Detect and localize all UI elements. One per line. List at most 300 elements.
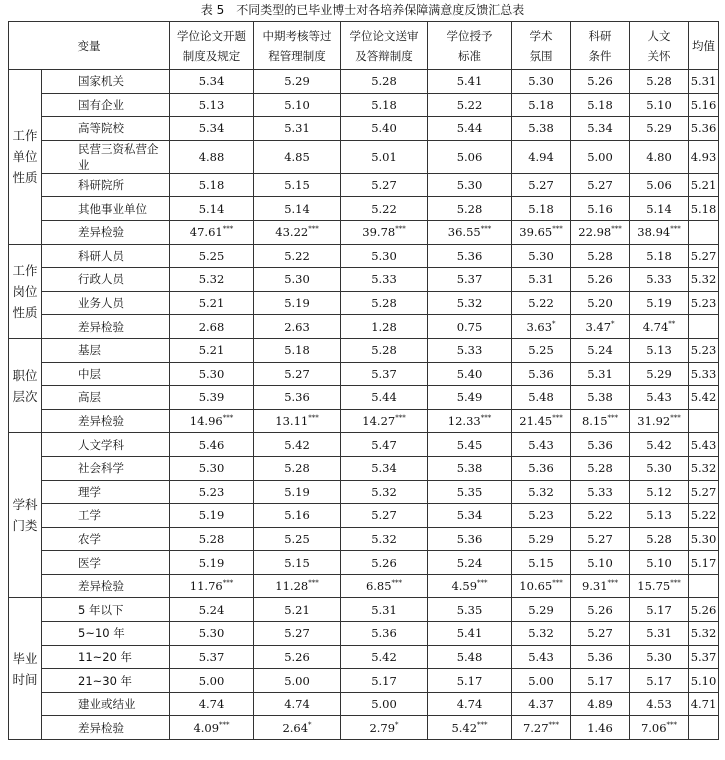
cell-value: 5.31	[646, 626, 672, 641]
cell-value: 5.44	[371, 390, 397, 405]
cell-value: 5.42	[451, 720, 478, 735]
value-cell	[512, 268, 571, 292]
value-cell	[341, 409, 428, 433]
value-cell	[254, 669, 341, 693]
cell-value: 11.76	[189, 579, 223, 594]
cell-value: 43.22	[275, 225, 309, 240]
value-cell	[630, 268, 689, 292]
cell-value: 5.42	[646, 437, 672, 452]
cell-value: 5.37	[198, 649, 225, 664]
value-cell	[341, 692, 428, 716]
cell-value: 5.32	[528, 626, 554, 641]
value-cell	[630, 480, 689, 504]
cell-value: 5.17	[646, 673, 672, 688]
cell-value: 5.27	[587, 626, 613, 641]
value-cell	[341, 574, 428, 598]
value-cell	[512, 386, 571, 410]
cell-value: 5.26	[587, 602, 613, 617]
value-cell	[689, 197, 719, 221]
cell-value: 5.34	[456, 508, 483, 523]
cell-value: 5.36	[456, 248, 483, 263]
cell-value: 4.59	[451, 579, 478, 594]
cell-value: 5.32	[690, 461, 717, 476]
table-row	[9, 433, 719, 457]
significance-mark: ***	[308, 225, 319, 234]
value-cell	[170, 70, 254, 94]
cell-value: 5.27	[690, 248, 717, 263]
value-cell	[254, 456, 341, 480]
cell-value: 5.16	[690, 97, 717, 112]
value-cell	[254, 93, 341, 117]
cell-value: 5.41	[456, 626, 483, 641]
cell-value: 4.74	[642, 319, 669, 334]
value-cell	[428, 338, 512, 362]
cell-value: 5.10	[284, 97, 310, 112]
value-cell	[630, 386, 689, 410]
value-cell	[341, 140, 428, 173]
value-cell	[254, 716, 341, 740]
value-cell	[428, 197, 512, 221]
group-label-line: 层次	[12, 388, 38, 404]
value-cell	[689, 433, 719, 457]
value-cell	[512, 669, 571, 693]
value-cell	[341, 338, 428, 362]
header-variable: 变量	[9, 22, 170, 70]
table-row	[9, 574, 719, 598]
value-cell	[571, 669, 630, 693]
value-cell	[341, 93, 428, 117]
value-cell	[170, 93, 254, 117]
cell-value: 4.88	[198, 149, 225, 164]
cell-value: 5.28	[646, 74, 672, 89]
row-label: 人文学科	[42, 433, 170, 457]
value-cell	[571, 574, 630, 598]
table-row	[9, 197, 719, 221]
cell-value: 5.30	[284, 272, 310, 287]
cell-value: 4.71	[690, 697, 717, 712]
group-label-line: 性质	[12, 304, 38, 320]
value-cell	[630, 551, 689, 575]
value-cell	[630, 315, 689, 339]
header-line: 中期考核等过	[262, 28, 332, 43]
value-cell	[254, 315, 341, 339]
value-cell	[254, 70, 341, 94]
cell-value: 5.31	[528, 272, 554, 287]
cell-value: 47.61	[189, 225, 223, 240]
value-cell	[630, 716, 689, 740]
cell-value: 38.94	[637, 225, 671, 240]
value-cell	[512, 173, 571, 197]
cell-value: 5.29	[528, 602, 554, 617]
value-cell	[428, 551, 512, 575]
value-cell	[254, 197, 341, 221]
table-caption: 表 5 不同类型的已毕业博士对各培养保障满意度反馈汇总表	[200, 3, 525, 17]
value-cell	[428, 409, 512, 433]
group-label	[9, 338, 42, 432]
value-cell	[170, 527, 254, 551]
value-cell	[571, 197, 630, 221]
cell-value: 14.96	[189, 414, 223, 429]
value-cell	[341, 598, 428, 622]
value-cell	[689, 244, 719, 268]
value-cell	[512, 315, 571, 339]
group-label-line: 毕业	[12, 650, 38, 666]
cell-value: 21.45	[519, 414, 553, 429]
header-line: 标准	[458, 48, 481, 63]
cell-value: 5.14	[646, 201, 672, 216]
row-label: 理学	[42, 480, 170, 504]
value-cell	[630, 527, 689, 551]
value-cell	[170, 692, 254, 716]
value-cell	[630, 362, 689, 386]
cell-value: 5.18	[587, 97, 613, 112]
value-cell	[254, 291, 341, 315]
header-line: 学位授予	[446, 28, 493, 43]
cell-value: 5.32	[528, 484, 554, 499]
value-cell	[512, 480, 571, 504]
value-cell	[512, 362, 571, 386]
cell-value: 5.19	[198, 508, 225, 523]
header-col	[254, 22, 341, 70]
cell-value: 5.12	[646, 484, 672, 499]
cell-value: 5.36	[528, 366, 554, 381]
row-label: 5~10 年	[42, 622, 170, 646]
row-label: 国有企业	[42, 93, 170, 117]
header-line: 科研	[588, 28, 612, 43]
value-cell	[689, 140, 719, 173]
table-row	[9, 598, 719, 622]
value-cell	[571, 268, 630, 292]
table-row	[9, 315, 719, 339]
cell-value: 5.24	[456, 555, 483, 570]
header-line: 制度及规定	[182, 48, 241, 63]
cell-value: 4.85	[284, 149, 310, 164]
cell-value: 7.27	[522, 720, 549, 735]
cell-value: 4.37	[528, 697, 554, 712]
row-label: 建业或结业	[42, 692, 170, 716]
value-cell	[254, 622, 341, 646]
value-cell	[512, 433, 571, 457]
significance-mark: ***	[548, 720, 560, 729]
value-cell	[630, 70, 689, 94]
value-cell	[512, 220, 571, 244]
value-cell	[170, 716, 254, 740]
cell-value: 5.30	[198, 461, 225, 476]
value-cell	[689, 456, 719, 480]
cell-value: 5.33	[587, 484, 613, 499]
header-line: 程管理制度	[268, 48, 326, 63]
row-label: 社会科学	[42, 456, 170, 480]
cell-value: 5.28	[371, 343, 397, 358]
cell-value: 5.25	[284, 531, 310, 546]
cell-value: 5.10	[587, 555, 613, 570]
value-cell	[428, 173, 512, 197]
value-cell	[428, 598, 512, 622]
value-cell	[428, 692, 512, 716]
value-cell	[170, 669, 254, 693]
cell-value: 5.28	[371, 74, 397, 89]
value-cell	[428, 622, 512, 646]
cell-value: 11.28	[275, 579, 309, 594]
cell-value: 5.41	[456, 74, 483, 89]
row-label: 国家机关	[42, 70, 170, 94]
value-cell	[689, 70, 719, 94]
value-cell	[571, 386, 630, 410]
header-line: 关怀	[647, 48, 671, 63]
cell-value: 5.00	[528, 673, 554, 688]
cell-value: 5.29	[646, 121, 672, 136]
group-label-line: 工作	[12, 128, 38, 144]
group-label	[9, 598, 42, 740]
table-row	[9, 220, 719, 244]
value-cell	[341, 669, 428, 693]
cell-value: 5.19	[646, 296, 672, 311]
cell-value: 5.38	[456, 461, 483, 476]
cell-value: 1.28	[371, 319, 397, 334]
value-cell	[512, 70, 571, 94]
table-row	[9, 140, 719, 173]
significance-mark: **	[668, 319, 676, 328]
value-cell	[428, 315, 512, 339]
value-cell	[341, 433, 428, 457]
cell-value: 5.00	[284, 673, 310, 688]
cell-value: 5.17	[587, 673, 613, 688]
group-label	[9, 70, 42, 245]
cell-value: 5.18	[690, 201, 717, 216]
value-cell	[630, 220, 689, 244]
value-cell	[341, 291, 428, 315]
cell-value: 5.10	[646, 97, 672, 112]
cell-value: 5.17	[456, 673, 483, 688]
cell-value: 5.43	[528, 649, 554, 664]
value-cell	[170, 140, 254, 173]
value-cell	[689, 504, 719, 528]
cell-value: 5.33	[690, 366, 717, 381]
cell-value: 5.19	[284, 484, 310, 499]
cell-value: 5.00	[198, 673, 225, 688]
table-row	[9, 456, 719, 480]
significance-mark: ***	[222, 414, 234, 423]
value-cell	[630, 504, 689, 528]
group-label	[9, 244, 42, 338]
value-cell	[341, 244, 428, 268]
significance-mark: *	[611, 319, 615, 328]
value-cell	[512, 117, 571, 141]
header-col	[512, 22, 571, 70]
cell-value: 5.32	[690, 272, 717, 287]
cell-value: 13.11	[275, 414, 309, 429]
cell-value: 5.32	[198, 272, 225, 287]
cell-value: 5.36	[587, 437, 613, 452]
cell-value: 4.74	[456, 697, 483, 712]
value-cell	[170, 244, 254, 268]
cell-value: 5.22	[371, 201, 397, 216]
cell-value: 5.31	[690, 74, 717, 89]
value-cell	[512, 598, 571, 622]
cell-value: 5.18	[198, 178, 225, 193]
cell-value: 5.22	[456, 97, 483, 112]
value-cell	[341, 197, 428, 221]
cell-value: 5.38	[528, 121, 554, 136]
value-cell	[254, 551, 341, 575]
header-col	[571, 22, 630, 70]
group-label-line: 门类	[12, 518, 38, 534]
value-cell	[341, 456, 428, 480]
value-cell	[689, 527, 719, 551]
cell-value: 15.75	[637, 579, 671, 594]
value-cell	[571, 480, 630, 504]
value-cell	[341, 268, 428, 292]
cell-value: 5.36	[528, 461, 554, 476]
cell-value: 5.10	[690, 673, 717, 688]
value-cell	[689, 692, 719, 716]
cell-value: 12.33	[447, 414, 481, 429]
value-cell	[630, 338, 689, 362]
table-row	[9, 480, 719, 504]
value-cell	[689, 409, 719, 433]
value-cell	[254, 433, 341, 457]
cell-value: 5.42	[371, 649, 397, 664]
value-cell	[254, 645, 341, 669]
significance-mark: ***	[611, 225, 622, 234]
value-cell	[254, 220, 341, 244]
value-cell	[428, 362, 512, 386]
cell-value: 5.14	[198, 201, 225, 216]
cell-value: 22.98	[578, 225, 612, 240]
cell-value: 5.30	[371, 248, 397, 263]
row-label: 11~20 年	[42, 645, 170, 669]
cell-value: 5.29	[528, 531, 554, 546]
value-cell	[428, 386, 512, 410]
value-cell	[689, 669, 719, 693]
value-cell	[170, 456, 254, 480]
cell-value: 4.74	[198, 697, 225, 712]
value-cell	[512, 338, 571, 362]
value-cell	[170, 574, 254, 598]
cell-value: 5.26	[587, 272, 613, 287]
cell-value: 5.18	[371, 97, 397, 112]
value-cell	[571, 456, 630, 480]
value-cell	[630, 669, 689, 693]
value-cell	[571, 433, 630, 457]
value-cell	[170, 117, 254, 141]
cell-value: 5.06	[456, 149, 483, 164]
value-cell	[630, 197, 689, 221]
row-label: 中层	[42, 362, 170, 386]
header-line: 学位论文开题	[177, 28, 246, 43]
row-label: 差异检验	[42, 716, 170, 740]
cell-value: 5.23	[690, 296, 717, 311]
cell-value: 4.93	[690, 149, 717, 164]
value-cell	[341, 386, 428, 410]
value-cell	[428, 716, 512, 740]
value-cell	[254, 140, 341, 173]
significance-mark: ***	[670, 414, 681, 423]
cell-value: 5.00	[371, 697, 397, 712]
cell-value: 5.18	[528, 97, 554, 112]
cell-value: 5.15	[528, 555, 554, 570]
value-cell	[170, 291, 254, 315]
value-cell	[428, 456, 512, 480]
header-line: 学术	[529, 28, 553, 43]
row-label: 农学	[42, 527, 170, 551]
header-line: 人文	[647, 28, 671, 43]
row-label: 高等院校	[42, 117, 170, 141]
value-cell	[689, 117, 719, 141]
value-cell	[689, 386, 719, 410]
significance-mark: ***	[552, 225, 563, 234]
row-label: 5 年以下	[42, 598, 170, 622]
row-label: 差异检验	[42, 220, 170, 244]
value-cell	[254, 362, 341, 386]
value-cell	[512, 574, 571, 598]
value-cell	[512, 291, 571, 315]
value-cell	[341, 716, 428, 740]
value-cell	[630, 409, 689, 433]
cell-value: 5.21	[198, 296, 225, 311]
cell-value: 39.78	[362, 225, 396, 240]
cell-value: 5.35	[456, 602, 483, 617]
value-cell	[254, 338, 341, 362]
cell-value: 5.19	[198, 555, 225, 570]
value-cell	[689, 315, 719, 339]
value-cell	[630, 140, 689, 173]
value-cell	[571, 409, 630, 433]
significance-mark: ***	[480, 225, 492, 234]
table-row	[9, 338, 719, 362]
cell-value: 5.21	[284, 602, 310, 617]
significance-mark: *	[395, 720, 399, 729]
cell-value: 5.47	[371, 437, 397, 452]
cell-value: 5.32	[371, 531, 397, 546]
value-cell	[428, 504, 512, 528]
value-cell	[170, 551, 254, 575]
cell-value: 4.89	[587, 697, 613, 712]
table-row	[9, 117, 719, 141]
value-cell	[341, 315, 428, 339]
table-row	[9, 386, 719, 410]
value-cell	[571, 291, 630, 315]
value-cell	[428, 117, 512, 141]
value-cell	[512, 456, 571, 480]
value-cell	[571, 716, 630, 740]
row-label: 业务人员	[42, 291, 170, 315]
value-cell	[341, 645, 428, 669]
cell-value: 5.01	[371, 149, 397, 164]
value-cell	[689, 645, 719, 669]
header-col	[630, 22, 689, 70]
value-cell	[512, 645, 571, 669]
value-cell	[512, 93, 571, 117]
value-cell	[428, 433, 512, 457]
row-label: 其他事业单位	[42, 197, 170, 221]
cell-value: 5.36	[284, 390, 310, 405]
significance-mark: ***	[670, 579, 681, 588]
cell-value: 5.16	[284, 508, 310, 523]
cell-value: 5.28	[284, 461, 310, 476]
value-cell	[689, 362, 719, 386]
header-col	[170, 22, 254, 70]
table-row	[9, 268, 719, 292]
cell-value: 5.26	[371, 555, 397, 570]
cell-value: 5.30	[690, 531, 717, 546]
value-cell	[254, 244, 341, 268]
value-cell	[428, 93, 512, 117]
cell-value: 5.22	[528, 296, 554, 311]
value-cell	[428, 244, 512, 268]
cell-value: 36.55	[447, 225, 481, 240]
value-cell	[630, 244, 689, 268]
